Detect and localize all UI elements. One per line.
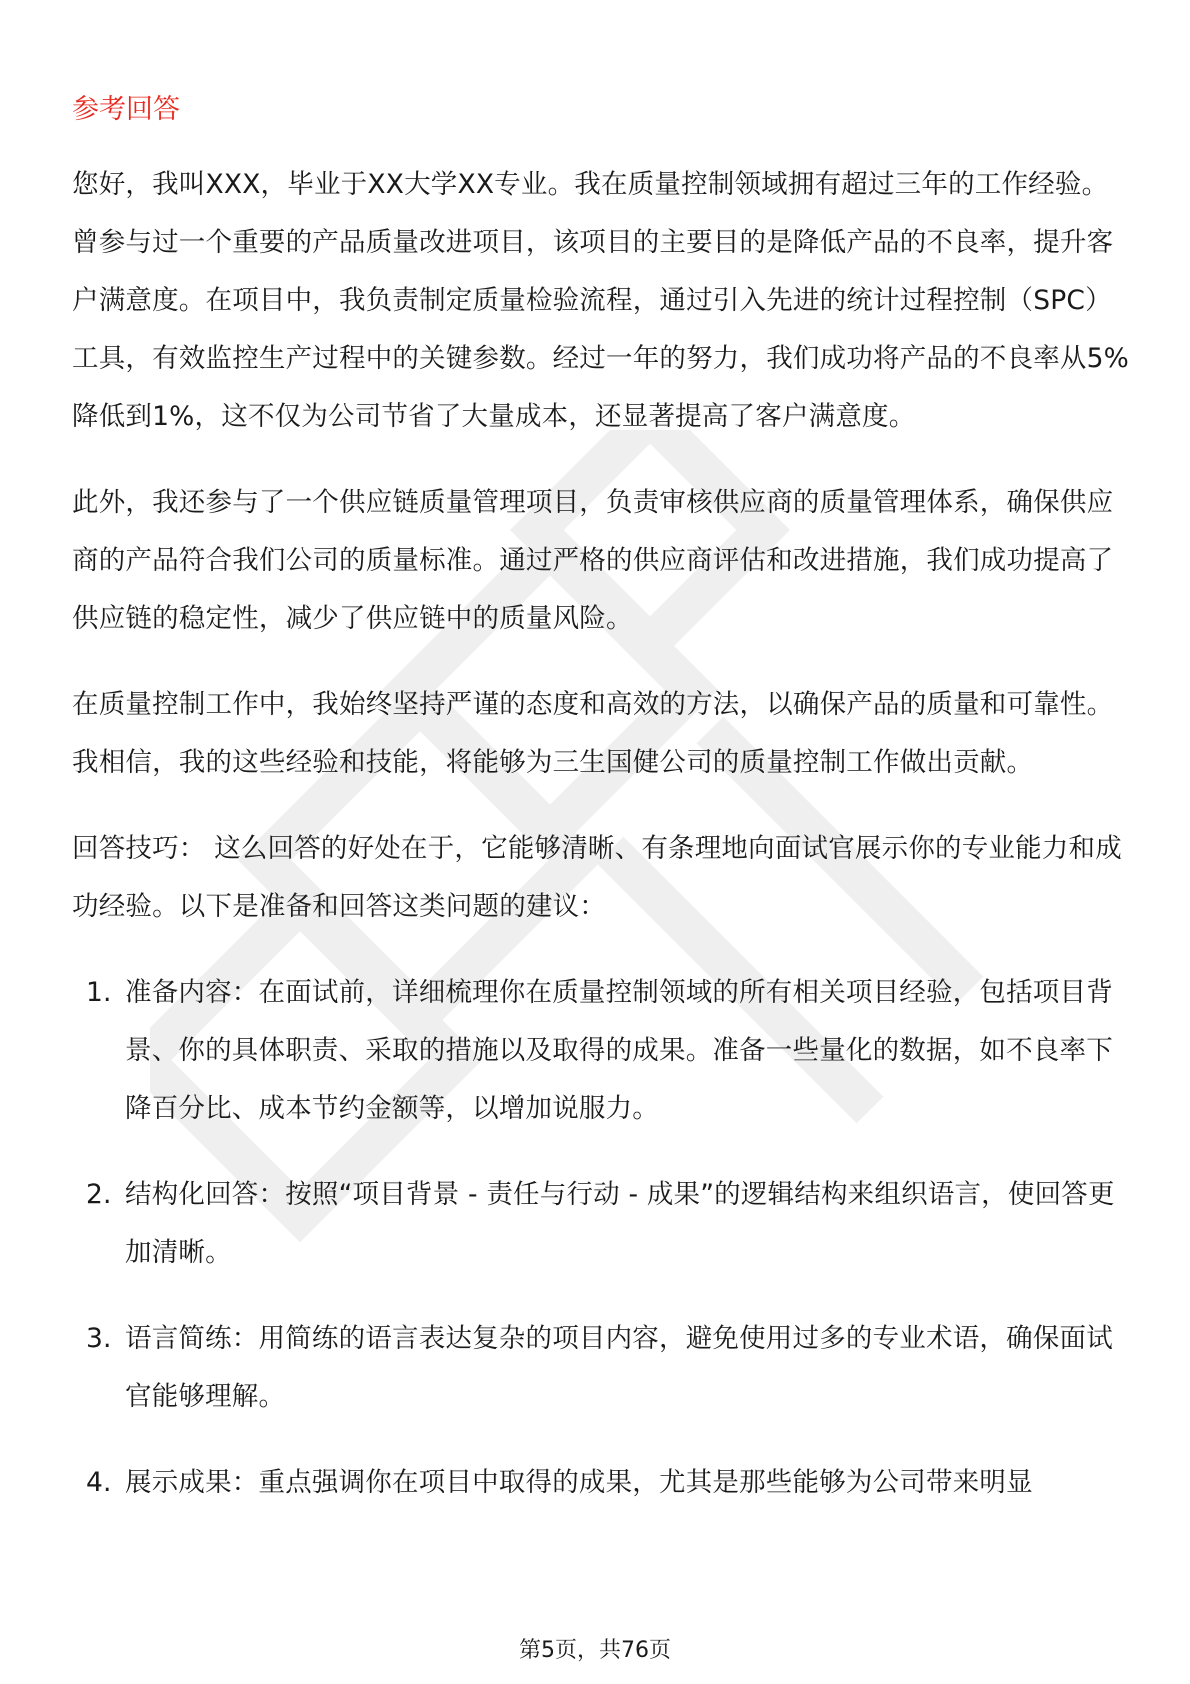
list-item-number: 3. [86,1323,112,1354]
list-item-number: 4. [86,1467,112,1498]
answer-paragraph: 在质量控制工作中，我始终坚持严谨的态度和高效的方法，以确保产品的质量和可靠性。我相信，我的这些经验和技能，将能够为三生国健公司的质量控制工作做出贡献。 [72,689,1114,778]
section-title: 参考回答 [72,94,180,125]
list-item [72,964,1132,1138]
content-body [72,156,1132,1540]
list-item-text: 结构化回答：按照“项目背景 - 责任与行动 - 成果”的逻辑结构来组织语言，使回答更加清晰。 [125,1179,1115,1268]
list-item-text: 准备内容：在面试前，详细梳理你在质量控制领域的所有相关项目经验，包括项目背景、你的具体职责、采取的措施以及取得的成果。准备一些量化的数据，如不良率下降百分比、成本节约金额等，以增加说服力。 [125,977,1113,1124]
tips-intro-paragraph: 回答技巧： 这么回答的好处在于，它能够清晰、有条理地向面试官展示你的专业能力和成功经验。以下是准备和回答这类问题的建议： [72,833,1122,922]
list-item-text: 展示成果：重点强调你在项目中取得的成果，尤其是那些能够为公司带来明显 [125,1467,1033,1498]
list-item [72,1454,1132,1512]
list-item-number: 2. [86,1179,112,1210]
answer-paragraph: 此外，我还参与了一个供应链质量管理项目，负责审核供应商的质量管理体系，确保供应商的产品符合我们公司的质量标准。通过严格的供应商评估和改进措施，我们成功提高了供应链的稳定性，减少了供应链中的质量风险。 [72,487,1114,634]
page-number-footer: 第5页，共76页 [519,1638,671,1663]
list-item-number: 1. [86,977,112,1008]
tips-list [72,964,1132,1512]
list-item [72,1310,1132,1426]
list-item [72,1166,1132,1282]
answer-paragraph: 您好，我叫XXX，毕业于XX大学XX专业。我在质量控制领域拥有超过三年的工作经验。曾参与过一个重要的产品质量改进项目，该项目的主要目的是降低产品的不良率，提升客户满意度。在项目中，我负责制定质量检验流程，通过引入先进的统计过程控制（SPC）工具，有效监控生产过程中的关键参数。经过一年的努力，我们成功将产品的不良率从5%降低到1%，这不仅为公司节省了大量成本，还显著提高了客户满意度。 [72,169,1130,432]
list-item-text: 语言简练：用简练的语言表达复杂的项目内容，避免使用过多的专业术语，确保面试官能够理解。 [125,1323,1113,1412]
